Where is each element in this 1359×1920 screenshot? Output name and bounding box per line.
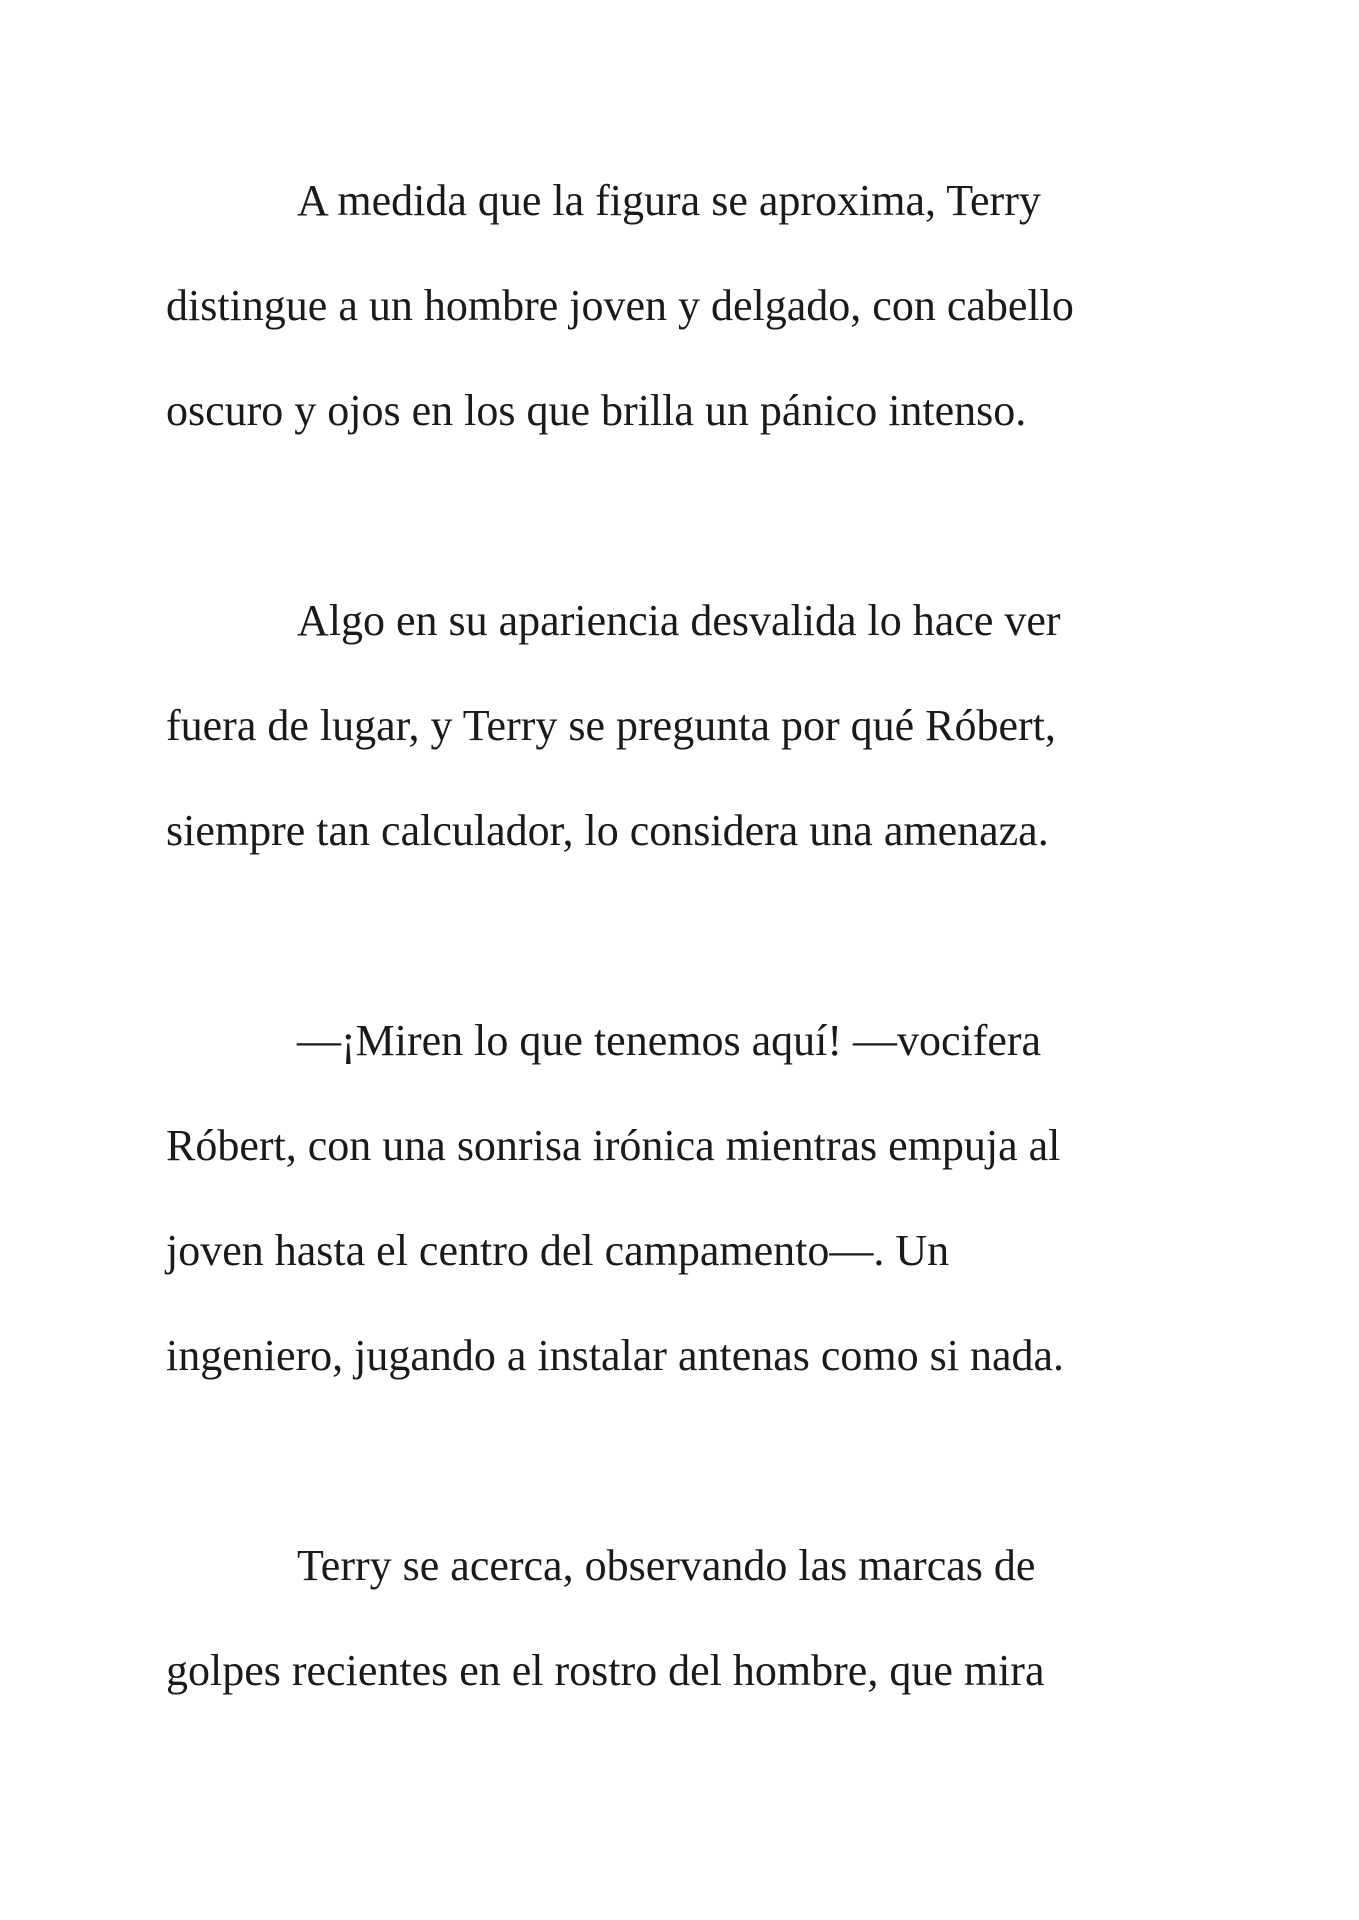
text-line: —¡Miren lo que tenemos aquí! —vocifera (297, 1016, 1042, 1065)
paragraph-1 (166, 161, 1206, 476)
text-line: Róbert, con una sonrisa irónica mientras empuja al (166, 1121, 1061, 1170)
paragraph-3 (166, 1001, 1206, 1421)
text-line: ingeniero, jugando a instalar antenas como si nada. (166, 1331, 1065, 1380)
text-line: Algo en su apariencia desvalida lo hace ver (297, 596, 1061, 645)
paragraph-2 (166, 581, 1206, 896)
text-line: joven hasta el centro del campamento—. Un (166, 1226, 950, 1275)
text-line: siempre tan calculador, lo considera una amenaza. (166, 806, 1049, 855)
paragraph-4 (166, 1526, 1206, 1736)
text-line: golpes recientes en el rostro del hombre, que mira (166, 1646, 1045, 1695)
text-line: oscuro y ojos en los que brilla un pánico intenso. (166, 386, 1027, 435)
text-line: A medida que la figura se aproxima, Terry (297, 176, 1041, 225)
text-line: Terry se acerca, observando las marcas de (297, 1541, 1036, 1590)
text-line: distingue a un hombre joven y delgado, con cabello (166, 281, 1074, 330)
body-text (166, 161, 1206, 1841)
text-line: fuera de lugar, y Terry se pregunta por qué Róbert, (166, 701, 1056, 750)
